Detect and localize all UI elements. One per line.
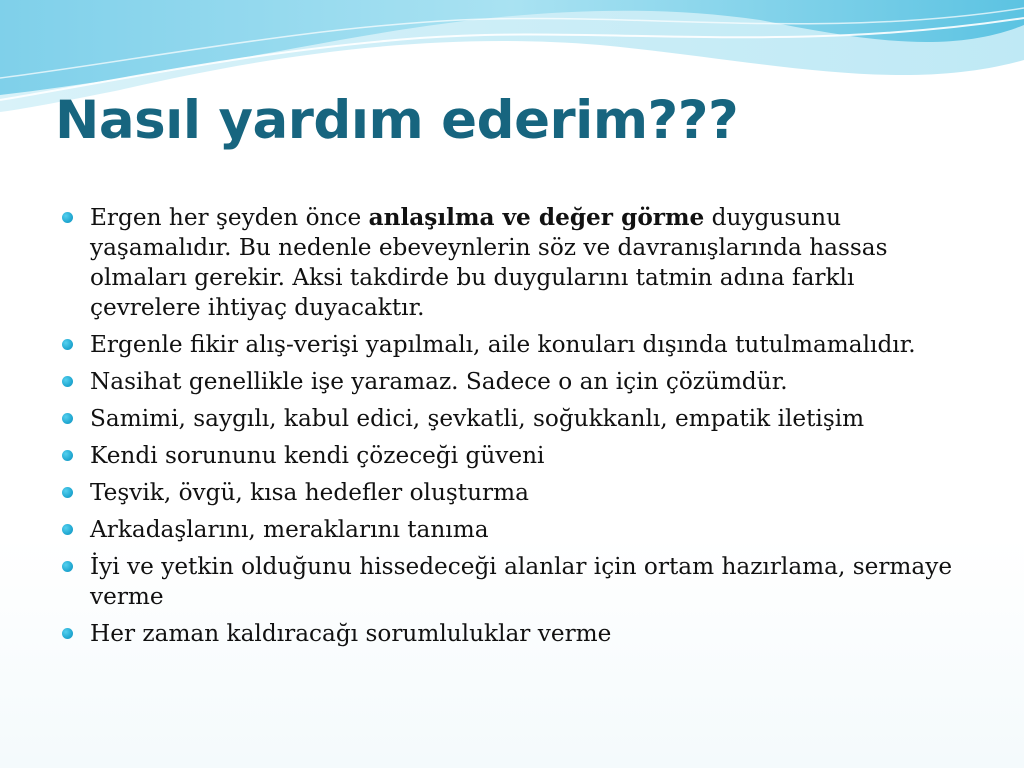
list-item <box>62 552 962 612</box>
bullet-icon <box>62 561 73 572</box>
bullet-list <box>62 203 962 656</box>
item-text-pre: Ergen her şeyden önce <box>90 204 369 231</box>
slide-title: Nasıl yardım ederim??? <box>55 90 739 151</box>
item-text: Nasihat genellikle işe yaramaz. Sadece o an için çözümdür. <box>90 368 788 395</box>
item-text-bold: anlaşılma ve değer görme <box>368 204 705 231</box>
list-item <box>62 330 962 360</box>
list-item <box>62 203 962 323</box>
item-text: Kendi sorununu kendi çözeceği güveni <box>90 442 545 469</box>
list-item <box>62 619 962 649</box>
item-text: Ergenle fikir alış-verişi yapılmalı, aile konuları dışında tutulmamalıdır. <box>90 331 916 358</box>
item-text-post: duygusunu yaşamalıdır. Bu nedenle ebeveynlerin söz ve davranışlarında hassas olmaları gerekir. Aksi takdirde bu duygularını tatmin adına farklı çevrelere ihtiyaç duyacaktır. <box>90 204 888 321</box>
bullet-icon <box>62 339 73 350</box>
bullet-icon <box>62 628 73 639</box>
list-item <box>62 367 962 397</box>
list-item <box>62 441 962 471</box>
item-text: Arkadaşlarını, meraklarını tanıma <box>90 516 489 543</box>
item-text: Teşvik, övgü, kısa hedefler oluşturma <box>90 479 529 506</box>
bullet-icon <box>62 212 73 223</box>
item-text: Her zaman kaldıracağı sorumluluklar verme <box>90 620 612 647</box>
bullet-icon <box>62 524 73 535</box>
list-item <box>62 478 962 508</box>
list-item <box>62 515 962 545</box>
bullet-icon <box>62 450 73 461</box>
bullet-icon <box>62 413 73 424</box>
item-text: İyi ve yetkin olduğunu hissedeceği alanlar için ortam hazırlama, sermaye verme <box>90 553 953 610</box>
bullet-icon <box>62 376 73 387</box>
item-text: Samimi, saygılı, kabul edici, şevkatli, soğukkanlı, empatik iletişim <box>90 405 865 432</box>
list-item <box>62 404 962 434</box>
bullet-icon <box>62 487 73 498</box>
